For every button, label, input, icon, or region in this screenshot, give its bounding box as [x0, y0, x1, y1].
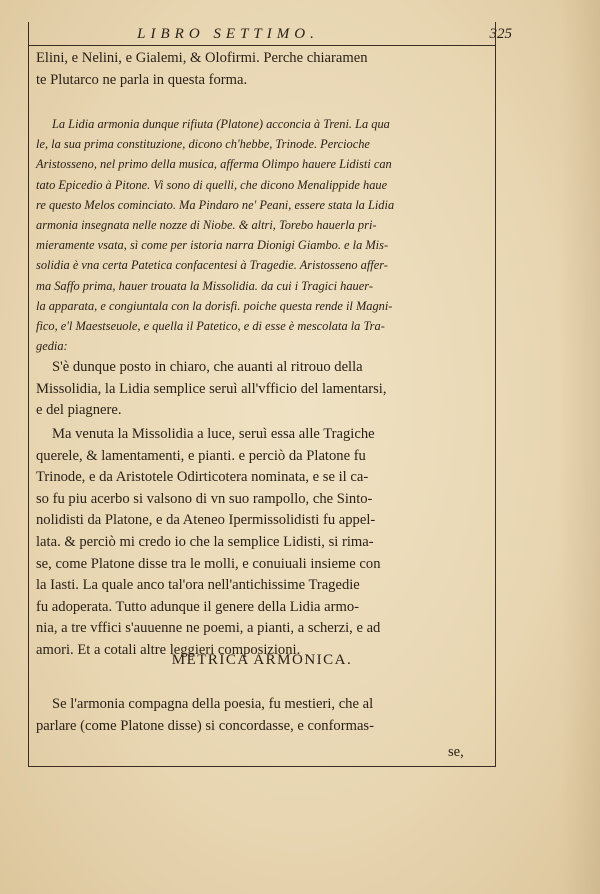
paragraph-1 — [36, 48, 488, 91]
text-line: fico, e'l Maestseuole, e quella il Patetico, e di esse è mescolata la Tra- — [36, 319, 385, 334]
paragraph-2 — [36, 357, 488, 422]
text-line: armonia insegnata nelle nozze di Niobe. & altri, Torebo hauerla pri- — [36, 218, 377, 233]
text-line: so fu piu acerbo si valsono di vn suo rampollo, che Sinto- — [36, 490, 373, 507]
text-line: te Plutarco ne parla in questa forma. — [36, 71, 248, 88]
running-head — [28, 24, 512, 44]
footer-rule — [28, 766, 496, 767]
text-line: Aristosseno, nel primo della musica, afferma Olimpo hauere Lidisti can — [36, 157, 392, 172]
text-line: Trinode, e da Aristotele Odirticotera nominata, e se il ca- — [36, 469, 369, 486]
page-edge-shade — [560, 0, 600, 894]
text-line: mieramente vsata, sì come per istoria narra Dionigi Giambo. e la Mis- — [36, 238, 389, 253]
italic-quotation — [36, 114, 488, 356]
section-heading: METRICA ARMONICA. — [171, 652, 353, 668]
text-line: Ma venuta la Missolidia a luce, seruì essa alle Tragiche — [52, 426, 375, 442]
page-number: 325 — [489, 26, 512, 42]
text-line: S'è dunque posto in chiaro, che auanti al ritrouo della — [52, 359, 363, 375]
header-rule — [28, 45, 496, 46]
running-title: LIBRO SETTIMO. — [137, 26, 319, 42]
text-line: amori. Et a cotali altre leggieri composizioni. — [36, 641, 301, 658]
text-line: se, come Platone disse tra le molli, e conuiuali insieme con — [36, 555, 381, 572]
text-line: gedia: — [36, 339, 68, 354]
text-line: lata. & perciò mi credo io che la semplice Lidisti, si rima- — [36, 533, 374, 550]
paragraph-3 — [36, 424, 488, 662]
text-line: Se l'armonia compagna della poesia, fu mestieri, che al — [52, 696, 374, 712]
text-line: la apparata, e congiuntala con la dorisfi. poiche questa rende il Magni- — [36, 298, 393, 313]
text-line: tato Epicedio à Pitone. Vi sono di quelli, che dicono Menalippide haue — [36, 177, 388, 192]
text-line: la Iasti. La quale anco tal'ora nell'antichissime Tragedie — [36, 577, 360, 594]
text-line: fu adoperata. Tutto adunque il genere della Lidia armo- — [36, 598, 359, 615]
text-line: e del piagnere. — [36, 402, 122, 419]
text-line: La Lidia armonia dunque rifiuta (Platone) acconcia à Treni. La qua — [52, 117, 390, 131]
text-line: nolidisti da Platone, e da Ateneo Ipermissolidisti fu appel- — [36, 512, 376, 529]
text-line: nia, a tre vffici s'auuenne ne poemi, a pianti, a scherzi, e ad — [36, 620, 381, 637]
text-line: re questo Melos cominciato. Ma Pindaro ne' Peani, essere stata la Lidia — [36, 197, 395, 212]
paragraph-4 — [36, 694, 488, 737]
text-line: parlare (come Platone disse) si concordasse, e conformas- — [36, 717, 374, 734]
text-line: solidia è vna certa Patetica confacentesi à Tragedie. Aristosseno affer- — [36, 258, 388, 273]
text-line: le, la sua prima constituzione, dicono ch'hebbe, Trinode. Percioche — [36, 137, 370, 152]
text-line: querele, & lamentamenti, e pianti. e perciò da Platone fu — [36, 447, 366, 464]
catchword: se, — [448, 744, 464, 760]
text-line: Missolidia, la Lidia semplice seruì all'vfficio del lamentarsi, — [36, 380, 387, 397]
text-line: Elini, e Nelini, e Gialemi, & Olofirmi. Perche chiaramen — [36, 50, 368, 66]
text-line: ma Saffo prima, hauer trouata la Missolidia. da cui i Tragici hauer- — [36, 278, 373, 293]
